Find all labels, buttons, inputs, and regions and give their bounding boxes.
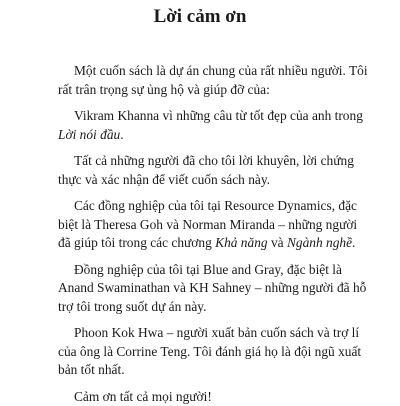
paragraph-text: Tất cả những người đã cho tôi lời khuyên, lời chứng thực và xác nhận để viết cuốn sách này. [58,153,354,187]
paragraph [58,107,372,144]
paragraph-text: và [268,235,287,250]
italic-text: Lời nói đầu [58,127,120,142]
page-title: Lời cảm ơn [0,6,400,28]
paragraph [58,62,372,99]
paragraph-text: Các đồng nghiệp của tôi tại Resource Dynamics, đặc biệt là Theresa Goh và Norman Miranda – những người đã giúp tôi trong các chương [58,198,357,250]
paragraph [58,324,372,380]
paragraph-text: Một cuốn sách là dự án chung của rất nhiều người. Tôi rất trân trọng sự ủng hộ và giúp đỡ của: [58,63,368,97]
paragraph [58,388,372,406]
paragraph-text: . [120,127,123,142]
paragraph-text: Phoon Kok Hwa – người xuất bản cuốn sách và trợ lí của ông là Corrine Teng. Tôi đánh giá họ là đội ngũ xuất bản tốt nhất. [58,325,361,377]
paragraph [58,261,372,317]
paragraph-text: Vikram Khanna vì những câu từ tốt đẹp của anh trong [74,108,363,123]
paragraph [58,152,372,189]
italic-text: Khả năng [215,235,267,250]
paragraph-text: . [352,235,355,250]
paragraph [58,197,372,253]
acknowledgement-body [58,62,372,406]
italic-text: Ngành nghề [287,235,352,250]
paragraph-text: Đồng nghiệp của tôi tại Blue and Gray, đặc biệt là Anand Swaminathan và KH Sahney – những người đã hỗ trợ tôi trong suốt dự án này. [58,262,366,314]
paragraph-text: Cảm ơn tất cả mọi người! [74,389,212,404]
